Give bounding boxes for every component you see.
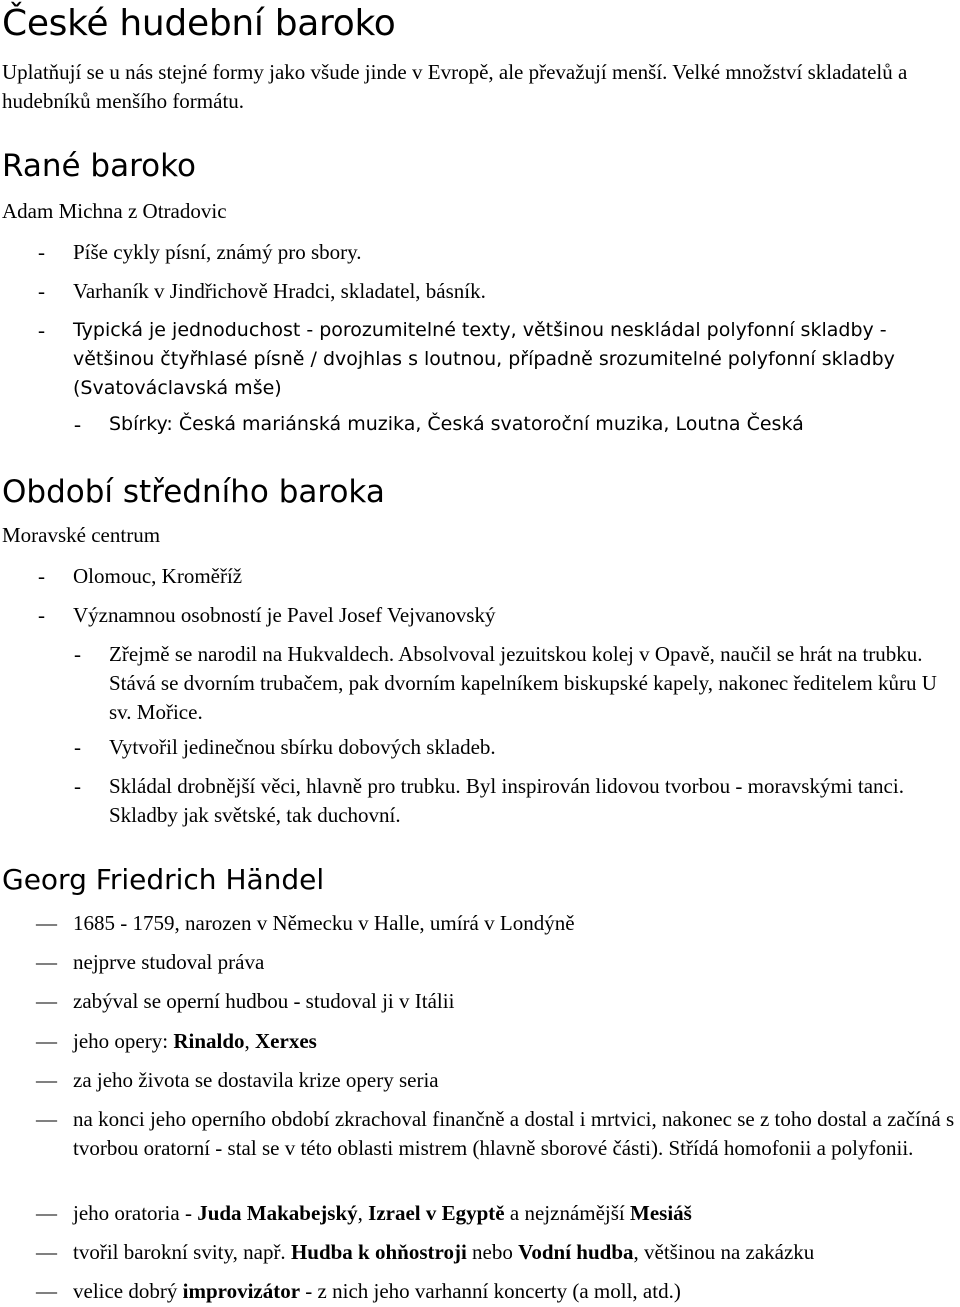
list-item	[38, 733, 958, 762]
list-item-text: velice dobrý improvizátor - z nich jeho varhanní koncerty (a moll, atd.)	[73, 1279, 681, 1303]
section-heading-handel: Georg Friedrich Händel	[2, 863, 325, 896]
list-item	[2, 1199, 958, 1228]
list-item	[2, 1066, 958, 1095]
list-item	[2, 1027, 958, 1056]
list-dash: -	[38, 318, 45, 342]
section-subject: Adam Michna z Otradovic	[2, 199, 227, 223]
list-item	[2, 238, 958, 267]
list-item-text: Olomouc, Kroměříž	[73, 564, 243, 588]
list-item-text: za jeho života se dostavila krize opery seria	[73, 1068, 439, 1092]
list-item	[2, 987, 958, 1016]
list-item	[2, 562, 958, 591]
list-item-text: zabýval se operní hudbou - studoval ji v Itálii	[73, 989, 455, 1013]
list-item-text: jeho oratoria - Juda Makabejský, Izrael v Egyptě a nejznámější Mesiáš	[73, 1201, 692, 1225]
list-item-text: jeho opery: Rinaldo, Xerxes	[73, 1029, 317, 1053]
list-item	[38, 640, 958, 727]
list-dash: -	[74, 412, 81, 436]
list-dash: -	[38, 603, 45, 627]
list-dash: -	[38, 240, 45, 264]
list-item-text: tvořil barokní svity, např. Hudba k ohňostroji nebo Vodní hudba, většinou na zakázku	[73, 1240, 815, 1264]
list-item	[2, 277, 958, 306]
list-dash: -	[38, 279, 45, 303]
list-dash: —	[36, 1068, 57, 1092]
list-dash: -	[74, 774, 81, 798]
list-item-text: Píše cykly písní, známý pro sbory.	[73, 240, 362, 264]
list-dash: -	[74, 735, 81, 759]
list-item-text: na konci jeho operního období zkrachoval finančně a dostal i mrtvici, nakonec se z toho dostal a začíná s tvorbou oratorní - stal se v této oblasti mistrem (hlavně sborové části). Střídá homofonii a polyfonii.	[73, 1107, 955, 1160]
list-dash: —	[36, 1107, 57, 1131]
list-item-text: Významnou osobností je Pavel Josef Vejvanovský	[73, 603, 496, 627]
list-item	[2, 1105, 958, 1163]
list-item-text: Varhaník v Jindřichově Hradci, skladatel, básník.	[73, 279, 486, 303]
section-heading-middle-baroque: Období středního baroka	[2, 474, 385, 510]
list-item	[2, 1277, 958, 1306]
list-item-text: Vytvořil jedinečnou sbírku dobových skladeb.	[109, 735, 496, 759]
list-item	[38, 410, 958, 439]
list-item	[2, 909, 958, 938]
list-dash: —	[36, 1240, 57, 1264]
list-item-text: Sbírky: Česká mariánská muzika, Česká svatoroční muzika, Loutna Česká	[109, 413, 804, 435]
page-title: České hudební baroko	[2, 3, 396, 44]
list-item	[2, 316, 958, 403]
list-item-text: Zřejmě se narodil na Hukvaldech. Absolvoval jezuitskou kolej v Opavě, naučil se hrát na trubku. Stává se dvorním trubačem, pak dvorním kapelníkem biskupské kapely, nakonec ředitelem kůru U sv. Mořice.	[109, 642, 937, 724]
list-dash: —	[36, 1201, 57, 1225]
list-dash: —	[36, 989, 57, 1013]
list-item	[2, 948, 958, 977]
intro-paragraph: Uplatňují se u nás stejné formy jako všude jinde v Evropě, ale převažují menší. Velké množství skladatelů a hudebníků menšího formátu.	[2, 60, 908, 113]
list-dash: —	[36, 911, 57, 935]
list-item	[38, 772, 958, 830]
list-dash: —	[36, 1029, 57, 1053]
section-heading-early-baroque: Rané baroko	[2, 148, 196, 184]
list-item-text: 1685 - 1759, narozen v Německu v Halle, umírá v Londýně	[73, 911, 575, 935]
list-item	[2, 1238, 958, 1267]
list-dash: —	[36, 950, 57, 974]
list-item	[2, 601, 958, 630]
section-subject: Moravské centrum	[2, 523, 161, 547]
list-item-text: Typická je jednoduchost - porozumitelné texty, většinou neskládal polyfonní skladby - většinou čtyřhlasé písně / dvojhlas s loutnou, případně srozumitelné polyfonní skladby (Svatováclavská mše)	[73, 319, 895, 399]
list-dash: —	[36, 1279, 57, 1303]
list-item-text: nejprve studoval práva	[73, 950, 265, 974]
list-dash: -	[38, 564, 45, 588]
list-item-text: Skládal drobnější věci, hlavně pro trubku. Byl inspirován lidovou tvorbou - moravskými tanci. Skladby jak světské, tak duchovní.	[109, 774, 904, 827]
list-dash: -	[74, 642, 81, 666]
